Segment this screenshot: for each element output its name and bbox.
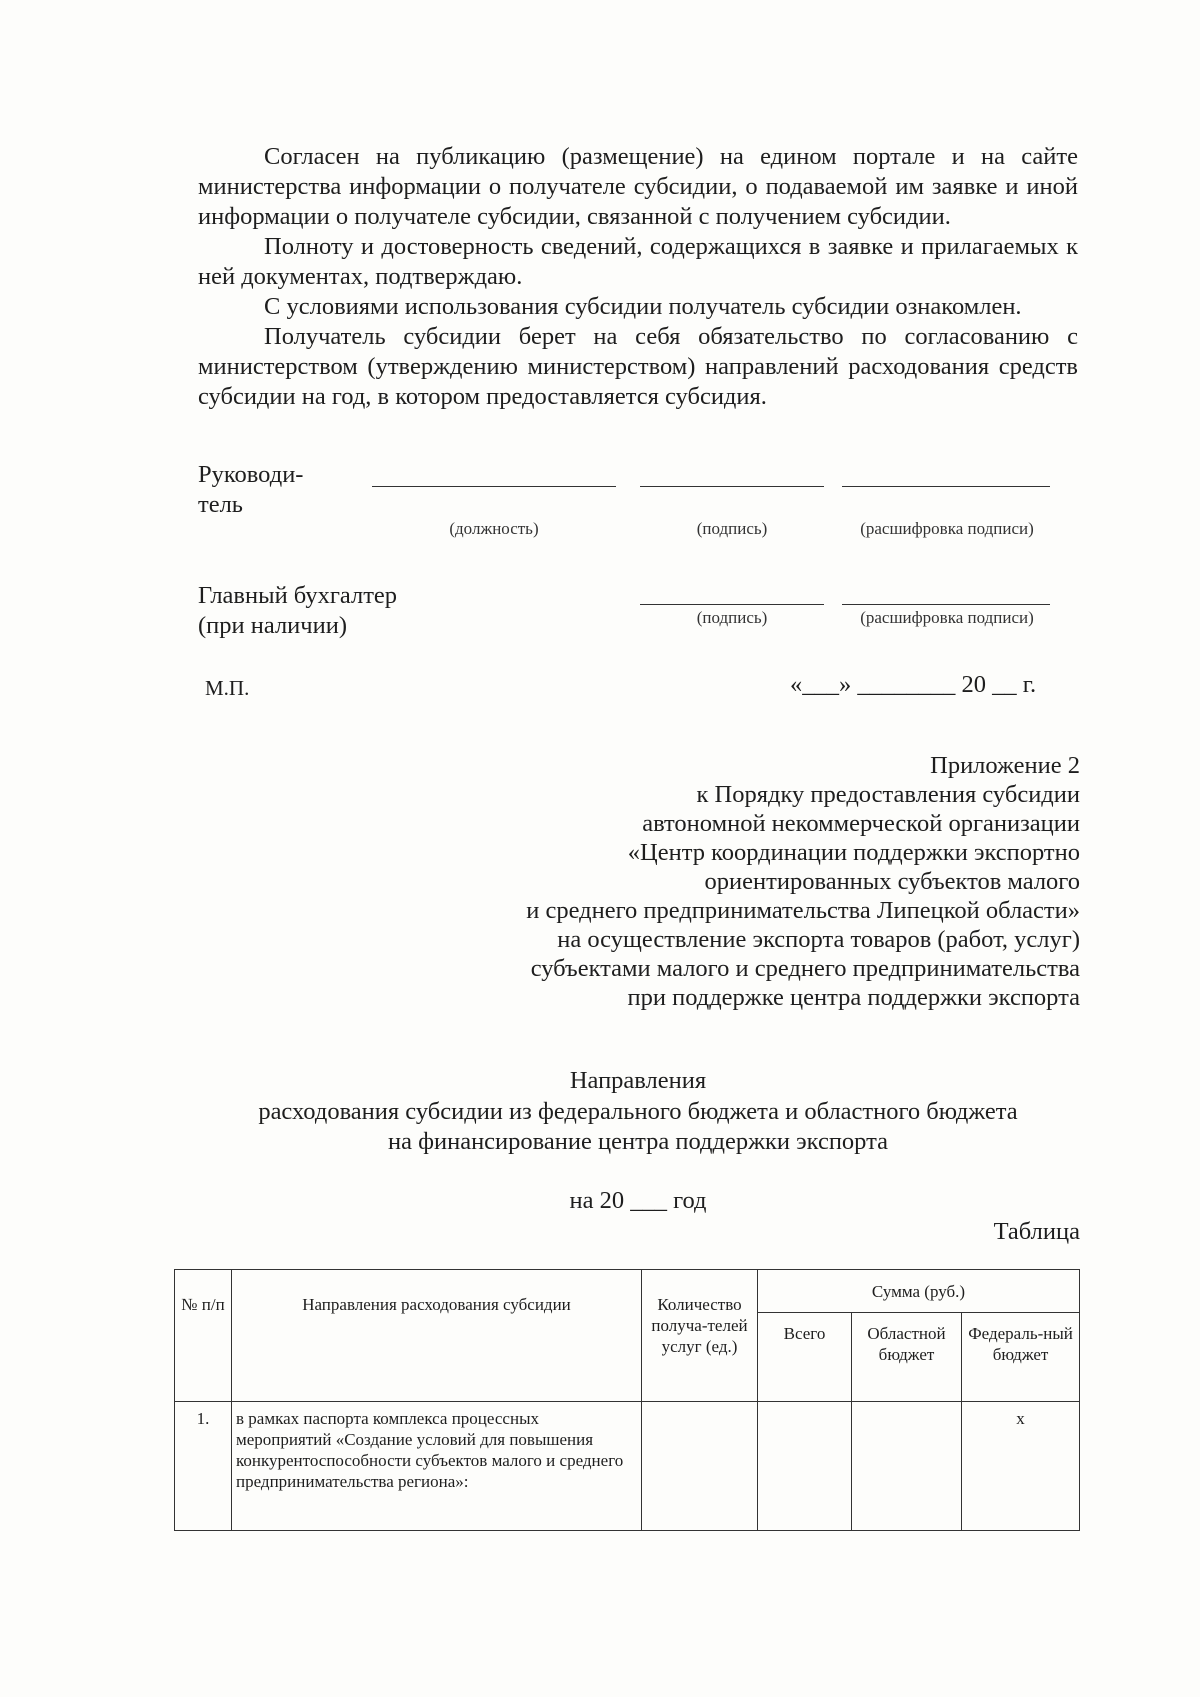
header-regional: Областной бюджет [852,1313,962,1402]
row-number: 1. [175,1402,232,1531]
appendix-line: Приложение 2 [930,752,1080,779]
decoding-caption: (расшифровка подписи) [860,519,1034,538]
head-label-line1: Руководи- [198,461,304,488]
heading-subtitle: расходования субсидии из федерального бюджета и областного бюджета [258,1098,1018,1125]
appendix-line: ориентированных субъектов малого [704,868,1080,895]
table-row [175,1402,1080,1531]
table-label: Таблица [993,1218,1080,1245]
heading-title: Направления [569,1067,707,1094]
decoding-line [842,486,1050,487]
header-total: Всего [758,1313,852,1402]
accountant-label-line2: (при наличии) [198,612,347,639]
header-number: № п/п [175,1270,232,1402]
accountant-decoding-caption: (расшифровка подписи) [860,608,1034,627]
accountant-signature-caption: (подпись) [696,608,768,627]
header-direction: Направления расходования субсидии [232,1270,642,1402]
heading-subtitle-2: на финансирование центра поддержки экспорта [387,1128,888,1155]
appendix-line: на осуществление экспорта товаров (работ, услуг) [557,926,1080,953]
signature-line [640,486,824,487]
row-direction: в рамках паспорта комплекса процессных мероприятий «Создание условий для повышения конкурентоспособности субъектов малого и среднего предпринимательства региона»: [232,1402,642,1531]
appendix-line: субъектами малого и среднего предпринимательства [530,955,1080,982]
table-header-row [175,1270,1080,1313]
appendix-line: к Порядку предоставления субсидии [696,781,1080,808]
accountant-decoding-line [842,604,1050,605]
appendix-line: автономной некоммерческой организации [642,810,1080,837]
row-total [758,1402,852,1531]
header-count: Количество получа-телей услуг (ед.) [642,1270,758,1402]
accountant-label-line1: Главный бухгалтер [198,582,398,609]
signature-caption: (подпись) [696,519,768,538]
appendix-block [526,751,1080,1012]
date-placeholder: «___» ________ 20 __ г. [790,671,1037,698]
heading-year: на 20 ___ год [569,1187,707,1214]
appendix-line: «Центр координации поддержки экспортно [627,839,1080,866]
position-line [372,486,616,487]
header-sum-group: Сумма (руб.) [758,1270,1080,1313]
obligation-paragraph: Получатель субсидии берет на себя обязательство по согласованию с министерством (утверждению министерством) направлений расходования средств субсидии на год, в котором предоставляется субсидия. [198,323,1078,410]
accuracy-paragraph: Полноту и достоверность сведений, содержащихся в заявке и прилагаемых к ней документах, подтверждаю. [198,233,1078,290]
spending-table [174,1269,1080,1531]
head-label-line2: тель [198,491,243,518]
row-count [642,1402,758,1531]
appendix-line: и среднего предпринимательства Липецкой области» [526,897,1080,924]
row-regional [852,1402,962,1531]
consent-paragraph: Согласен на публикацию (размещение) на едином портале и на сайте министерства информации о получателе субсидии, о подаваемой им заявке и иной информации о получателе субсидии, связанной с получением субсидии. [198,143,1078,230]
head-label [198,460,303,520]
stamp-placeholder: М.П. [205,676,250,700]
accountant-signature-line [640,604,824,605]
conditions-paragraph: С условиями использования субсидии получатель субсидии ознакомлен. [264,293,1022,320]
header-federal: Федераль-ный бюджет [962,1313,1080,1402]
row-federal: х [962,1402,1080,1531]
appendix-line: при поддержке центра поддержки экспорта [627,984,1080,1011]
accountant-label [198,581,397,641]
position-caption: (должность) [449,519,539,538]
